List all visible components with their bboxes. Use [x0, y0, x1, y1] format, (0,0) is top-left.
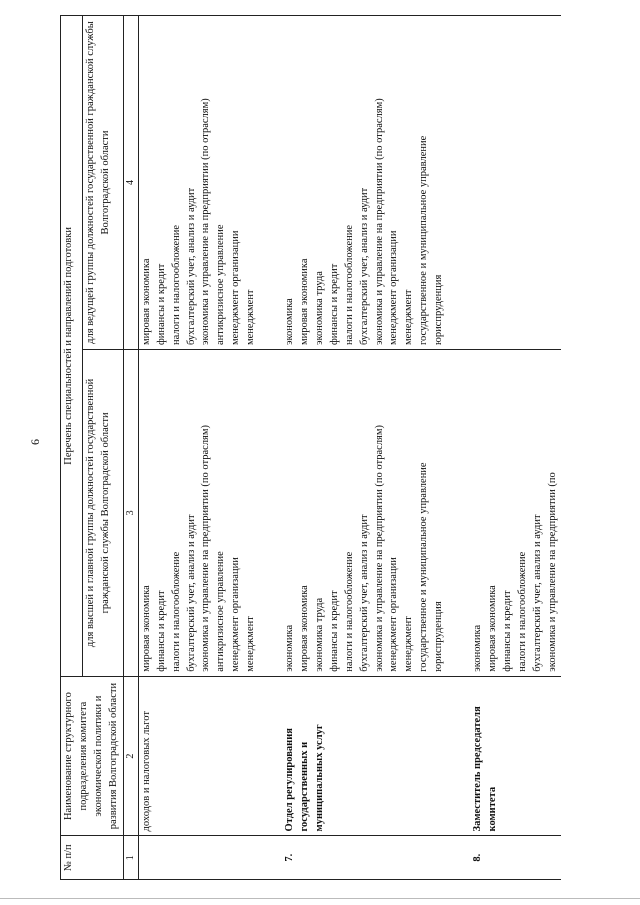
specialty-item: менеджмент организации	[388, 557, 400, 672]
col-number: 1	[123, 836, 138, 880]
specialty-item: менеджмент	[245, 616, 257, 672]
specialty-item: экономика и управление на предприятии (по отраслям)	[373, 98, 385, 346]
row-col3-specialties	[470, 350, 561, 677]
specialty-item: антикризисное управление	[215, 224, 227, 346]
specialty-item: мировая экономика	[298, 258, 310, 346]
specialty-item: юриспруденция	[433, 274, 445, 346]
specialty-item: финансы и кредит	[155, 263, 167, 346]
specialty-item: мировая экономика	[298, 585, 310, 672]
page-number: 6	[28, 439, 42, 445]
header-group: Перечень специальностей и направлений подготовки	[61, 16, 83, 677]
specialty-item: экономика и управление на предприятии (по отраслям)	[200, 98, 212, 346]
specialty-item: налоги и налогообложение	[170, 551, 182, 672]
row-col3-specialties	[282, 350, 470, 677]
specialty-item: мировая экономика	[140, 258, 152, 346]
specialty-item: менеджмент	[245, 289, 257, 346]
specialty-item: мировая экономика	[486, 585, 498, 672]
row-col4-specialties	[138, 16, 282, 350]
specialty-item: экономика и управление на предприятии (по отраслям)	[200, 424, 212, 672]
specialty-item: налоги и налогообложение	[343, 551, 355, 672]
row-unit-name: Отдел регулирования государственных и муниципальных услуг	[282, 676, 470, 836]
row-unit-name: Заместитель председателя комитета	[470, 676, 561, 836]
specialty-item: экономика	[472, 624, 484, 672]
specialty-item: государственное и муниципальное управление	[418, 135, 430, 346]
specialty-item: юриспруденция	[433, 601, 445, 672]
specialty-item: налоги и налогообложение	[170, 224, 182, 346]
specialty-item: экономика труда	[313, 597, 325, 672]
specialty-item: экономика и управление на предприятии (по отраслям)	[373, 424, 385, 672]
row-number	[138, 836, 282, 880]
specialty-item: бухгалтерский учет, анализ и аудит	[358, 514, 370, 672]
col-number: 4	[123, 16, 138, 350]
specialty-item: налоги и налогообложение	[343, 224, 355, 346]
specialty-item: менеджмент организации	[230, 557, 242, 672]
specialty-item: финансы и кредит	[328, 590, 340, 672]
table-row	[282, 16, 470, 880]
col-number: 3	[123, 350, 138, 677]
row-number: 7.	[282, 836, 470, 880]
specialty-item: бухгалтерский учет, анализ и аудит	[531, 514, 543, 672]
specialty-item: антикризисное управление	[215, 551, 227, 672]
specialty-item: экономика	[284, 624, 296, 672]
header-leading-group: для ведущей группы должностей государственной гражданской службы Волгоградской области	[83, 16, 124, 350]
row-unit-name: доходов и налоговых льгот	[138, 676, 282, 836]
specialty-item: экономика	[284, 298, 296, 346]
row-col4-specialties	[470, 16, 561, 350]
table-row	[138, 16, 282, 880]
specialty-item: финансы и кредит	[328, 263, 340, 346]
specialty-item: бухгалтерский учет, анализ и аудит	[185, 514, 197, 672]
specialty-item: экономика труда	[313, 271, 325, 346]
specialties-table	[60, 15, 561, 880]
specialty-item: экономика и управление на предприятии (по	[546, 472, 558, 672]
specialty-item: бухгалтерский учет, анализ и аудит	[185, 187, 197, 346]
row-col4-specialties	[282, 16, 470, 350]
specialty-item: менеджмент	[403, 289, 415, 346]
specialty-item: финансы и кредит	[155, 590, 167, 672]
specialty-item: государственное и муниципальное управление	[418, 462, 430, 672]
scan-edge-line	[0, 898, 640, 899]
header-num: № п/п	[61, 836, 124, 880]
specialty-item: мировая экономика	[140, 585, 152, 672]
specialty-item: бухгалтерский учет, анализ и аудит	[358, 187, 370, 346]
col-number: 2	[123, 676, 138, 836]
specialty-item: налоги и налогообложение	[516, 551, 528, 672]
table-row	[470, 16, 561, 880]
header-senior-group: для высшей и главной группы должностей государственной гражданской службы Волгоградской области	[83, 350, 124, 677]
rotated-page	[60, 15, 558, 880]
header-unit-name: Наименование структурного подразделения комитета экономической политики и развития Волгоградской области	[61, 676, 124, 836]
specialty-item: финансы и кредит	[501, 590, 513, 672]
specialty-item: менеджмент организации	[388, 230, 400, 346]
row-number: 8.	[470, 836, 561, 880]
specialty-item: менеджмент	[403, 616, 415, 672]
specialty-item: менеджмент организации	[230, 230, 242, 346]
row-col3-specialties	[138, 350, 282, 677]
